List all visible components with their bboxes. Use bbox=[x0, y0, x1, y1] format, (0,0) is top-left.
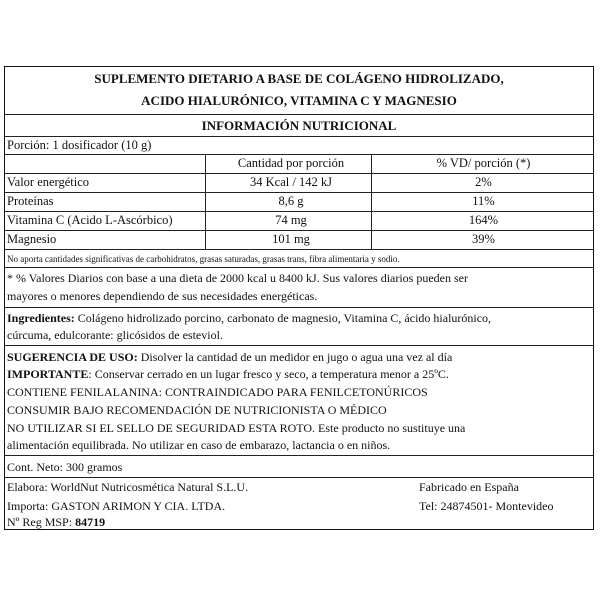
row-amount: 74 mg bbox=[205, 212, 374, 230]
nutrition-heading: INFORMACIÓN NUTRICIONAL bbox=[5, 115, 593, 137]
registration bbox=[5, 514, 593, 530]
portion-text: Porción: 1 dosificador (10 g) bbox=[7, 138, 152, 152]
important-line bbox=[5, 366, 593, 382]
title-line-1: SUPLEMENTO DIETARIO A BASE DE COLÁGENO HIDROLIZADO, bbox=[94, 71, 504, 86]
nutrition-label bbox=[4, 66, 594, 530]
footnote-line-1: * % Valores Diarios con base a una dieta de 2000 kcal u 8400 kJ. Sus valores diarios pueden ser bbox=[7, 271, 468, 285]
row-vd: 11% bbox=[371, 193, 593, 211]
row-name: Magnesio bbox=[7, 232, 57, 246]
header-amount: Cantidad por porción bbox=[205, 155, 374, 173]
row-name: Vitamina C (Acido L-Ascórbico) bbox=[7, 213, 173, 227]
title-line-2: ACIDO HIALURÓNICO, VITAMINA C Y MAGNESIO bbox=[5, 91, 593, 115]
footnote-row bbox=[5, 268, 593, 308]
maker-info: Elabora: WorldNut Nutricosmética Natural S.L.U. bbox=[7, 480, 249, 494]
warning-consume: CONSUMIR BAJO RECOMENDACIÓN DE NUTRICIONISTA O MÉDICO bbox=[7, 403, 387, 417]
table-row bbox=[5, 212, 593, 231]
usage-label: SUGERENCIA DE USO: bbox=[7, 350, 138, 364]
made-in: Fabricado en España bbox=[419, 480, 519, 494]
reg-label: Nº Reg MSP: bbox=[7, 515, 73, 529]
important-text: : Conservar cerrado en un lugar fresco y seco, a temperatura menor a 25ºC. bbox=[88, 367, 449, 381]
usage-line bbox=[5, 349, 593, 365]
row-name: Proteínas bbox=[7, 194, 54, 208]
ingredients-label: Ingredientes: bbox=[7, 311, 75, 325]
row-vd: 2% bbox=[371, 174, 593, 192]
warning-seal: NO UTILIZAR SI EL SELLO DE SEGURIDAD ESTA ROTO. bbox=[7, 421, 316, 435]
row-amount: 34 Kcal / 142 kJ bbox=[205, 174, 374, 192]
ingredients-line-1 bbox=[5, 310, 593, 326]
ingredients-line-2: cúrcuma, edulcorante: glicósidos de esteviol. bbox=[7, 328, 223, 342]
table-row bbox=[5, 174, 593, 193]
row-vd: 164% bbox=[371, 212, 593, 230]
table-row bbox=[5, 193, 593, 212]
warning-substitute: Este producto no sustituye una bbox=[315, 421, 466, 435]
row-amount: 101 mg bbox=[205, 231, 374, 249]
portion-row bbox=[5, 137, 593, 155]
usage-text: Disolver la cantidad de un medidor en jugo o agua una vez al día bbox=[137, 350, 453, 364]
table-row bbox=[5, 231, 593, 250]
table-header-row bbox=[5, 155, 593, 174]
header-vd: % VD/ porción (*) bbox=[371, 155, 593, 173]
header-empty bbox=[5, 155, 207, 173]
reg-number: 84719 bbox=[75, 515, 106, 529]
ingredients-text: Colágeno hidrolizado porcino, carbonato de magnesio, Vitamina C, ácido hialurónico, bbox=[74, 311, 492, 325]
row-amount: 8,6 g bbox=[205, 193, 374, 211]
footnote-line-2: mayores o menores dependiendo de sus necesidades energéticas. bbox=[7, 289, 318, 303]
warning-phenylalanine: CONTIENE FENILALANINA: CONTRAINDICADO PARA FENILCETONÚRICOS bbox=[7, 385, 428, 399]
warning-pregnancy: alimentación equilibrada. No utilizar en caso de embarazo, lactancia o en niños. bbox=[7, 438, 391, 452]
footnote-small: No aporta cantidades significativas de carbohidratos, grasas saturadas, grasas trans, fibra alimentaria y sodio. bbox=[7, 254, 400, 264]
importer-info: Importa: GASTON ARIMON Y CIA. LTDA. bbox=[7, 499, 226, 513]
warning-seal-line bbox=[5, 420, 593, 436]
footnote-small-row bbox=[5, 250, 593, 268]
footer-divider bbox=[5, 455, 593, 456]
usage-warnings-block bbox=[5, 346, 593, 466]
net-content: Cont. Neto: 300 gramos bbox=[7, 460, 123, 474]
phone-info: Tel: 24874501- Montevideo bbox=[419, 499, 554, 513]
row-name: Valor energético bbox=[7, 175, 90, 189]
important-label: IMPORTANTE bbox=[7, 367, 89, 381]
ingredients-block bbox=[5, 308, 593, 346]
footer-divider-2 bbox=[5, 477, 593, 478]
row-vd: 39% bbox=[371, 231, 593, 249]
